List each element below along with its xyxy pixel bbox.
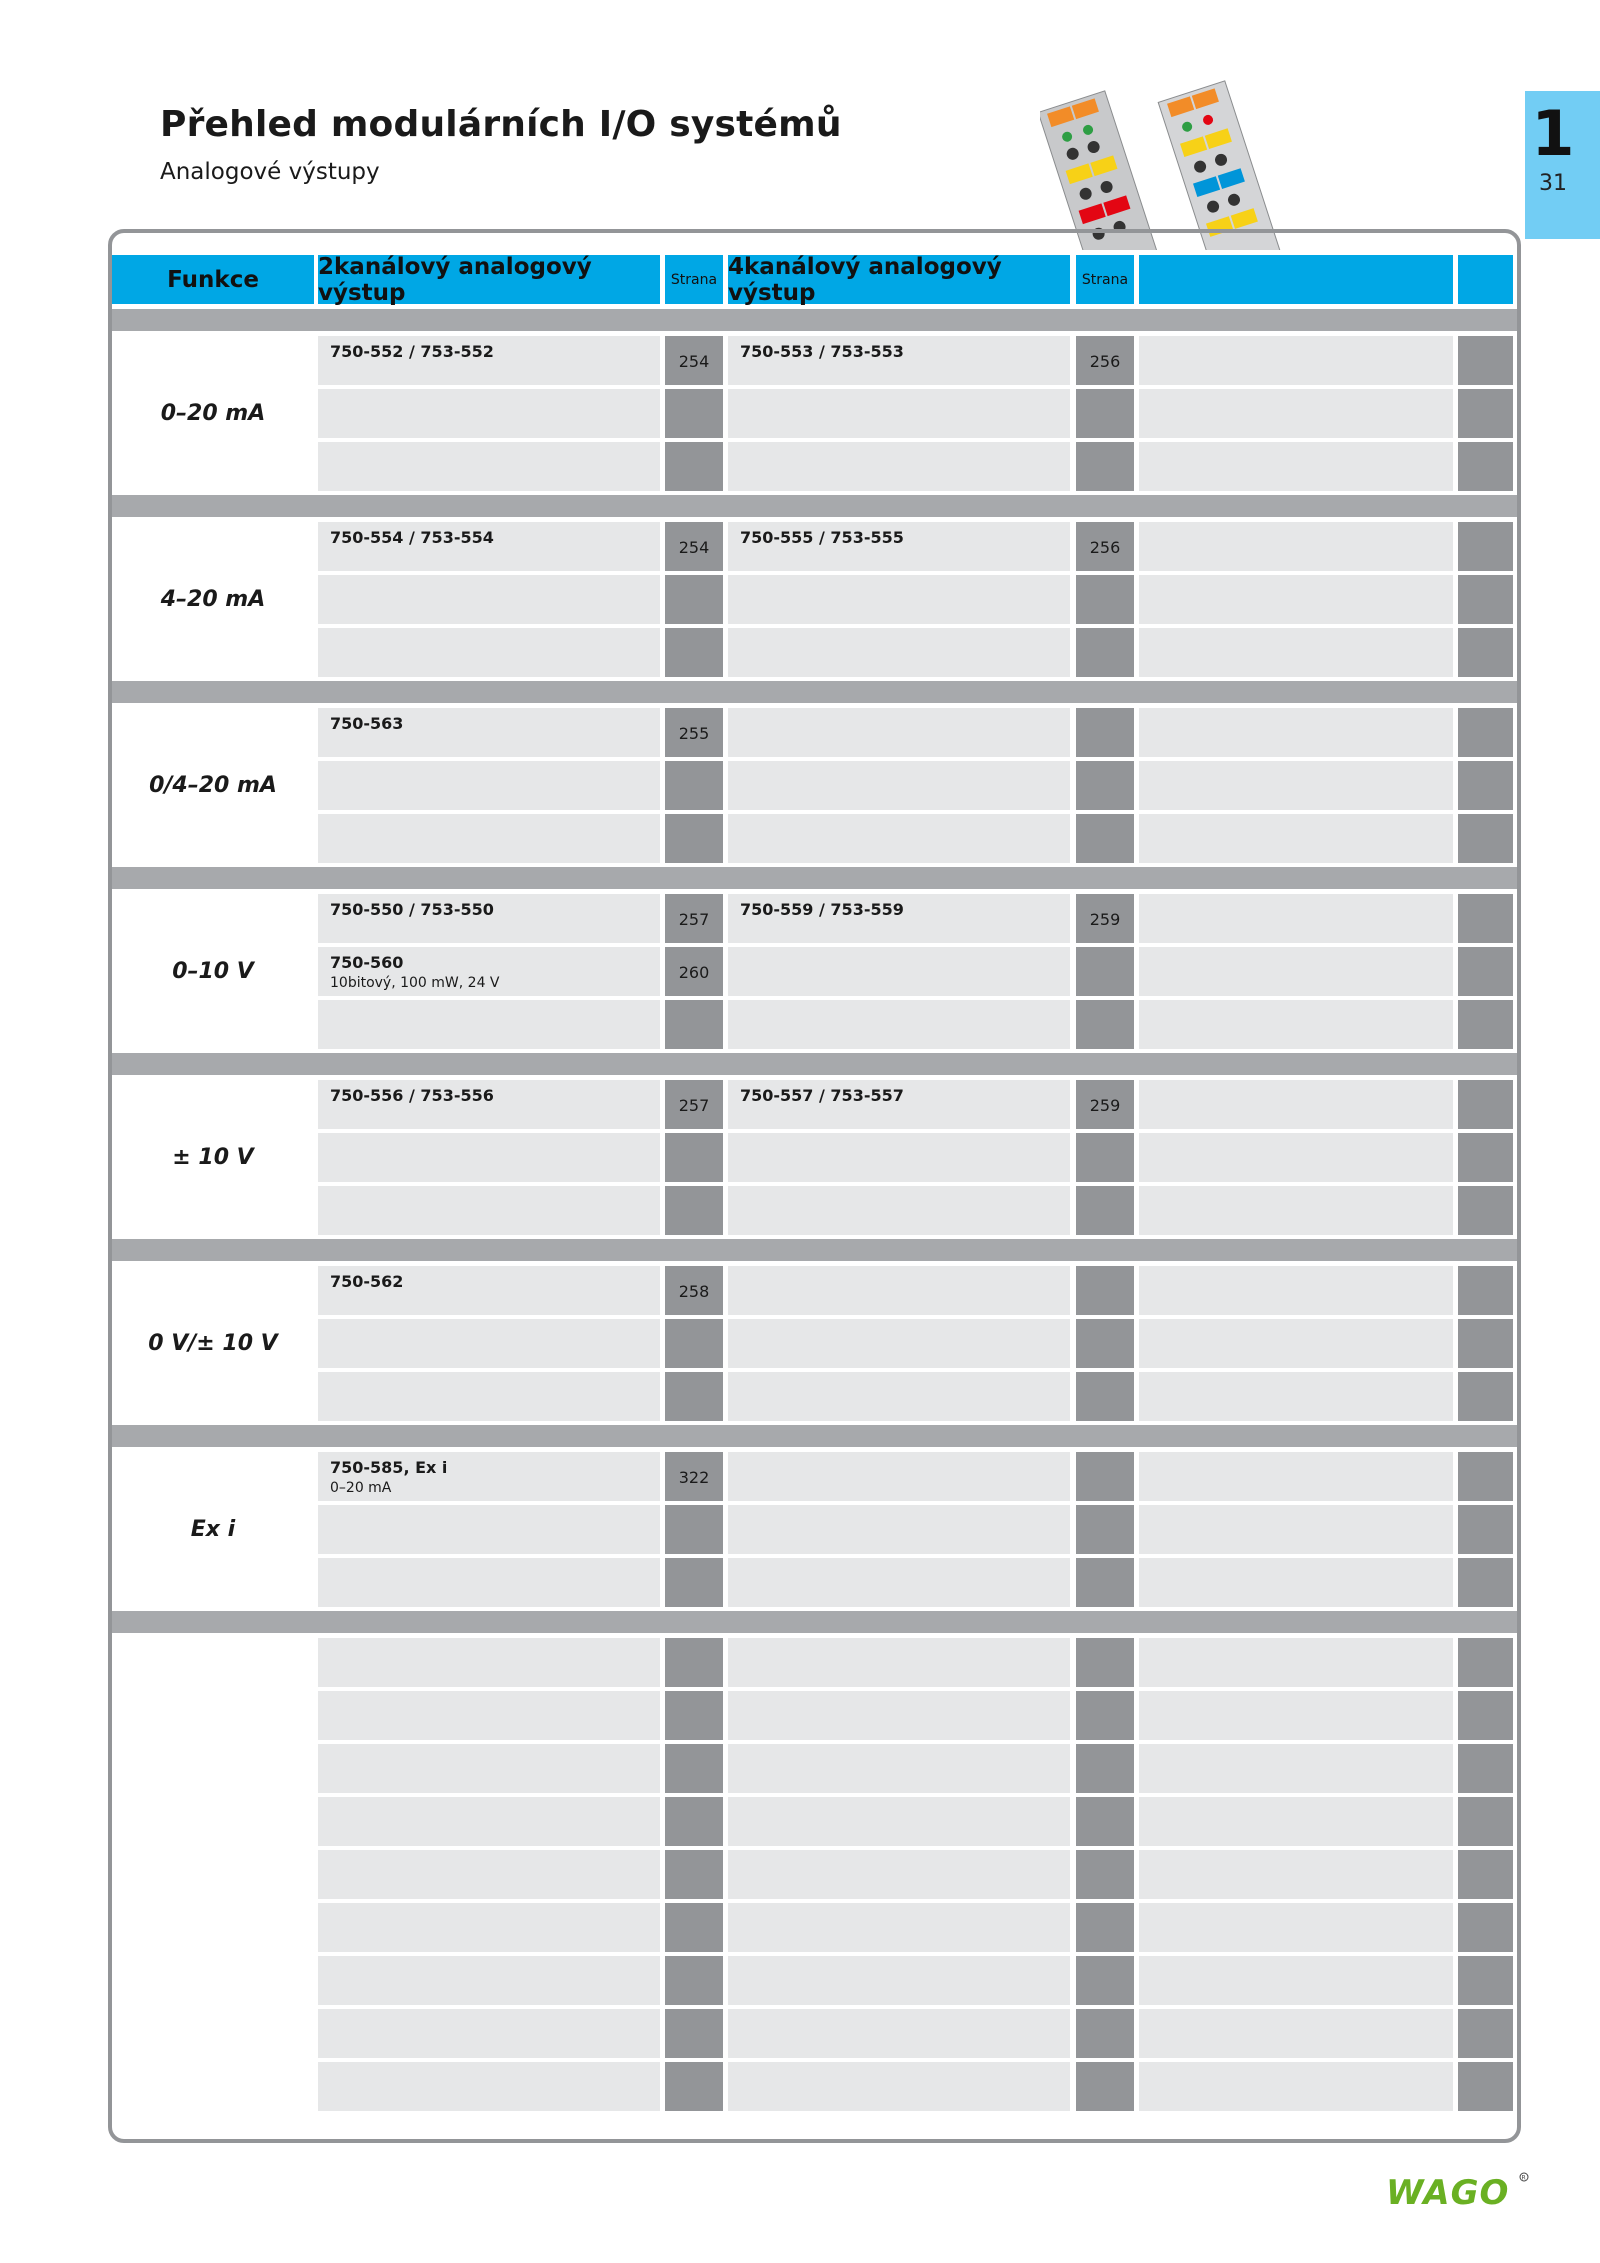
group-separator	[112, 867, 1517, 889]
page-reference: 257	[678, 1096, 710, 1115]
module-cell-4ch	[728, 628, 1070, 677]
page-cell-4ch	[1076, 1558, 1134, 1607]
module-cell-2ch	[318, 1850, 660, 1899]
module-cell-2ch	[318, 442, 660, 491]
empty-cell	[1139, 628, 1453, 677]
module-cell-4ch	[728, 894, 1070, 943]
page-reference: 256	[1089, 538, 1121, 557]
module-cell-4ch	[728, 1080, 1070, 1129]
page-cell-4ch	[1076, 708, 1134, 757]
module-cell-2ch	[318, 522, 660, 571]
function-label: 0/4–20 mA	[149, 773, 277, 798]
group-separator	[112, 1239, 1517, 1261]
module-cell-2ch	[318, 1266, 660, 1315]
page-cell-4ch	[1076, 628, 1134, 677]
module-cell-4ch	[728, 1558, 1070, 1607]
page-cell-4ch	[1076, 336, 1134, 385]
module-cell-4ch	[728, 947, 1070, 996]
module-cell-4ch	[728, 1638, 1070, 1687]
module-cell-2ch	[318, 1372, 660, 1421]
module-code: 750-560	[330, 953, 404, 972]
page-cell-2ch	[665, 1850, 723, 1899]
module-cell-2ch	[318, 1452, 660, 1501]
empty-cell	[1139, 575, 1453, 624]
empty-page-cell	[1458, 1797, 1513, 1846]
header-function: Funkce	[112, 255, 314, 304]
module-cell-2ch	[318, 894, 660, 943]
empty-cell	[1139, 522, 1453, 571]
page-reference: 255	[678, 724, 710, 743]
module-cell-2ch	[318, 1691, 660, 1740]
empty-page-cell	[1458, 1266, 1513, 1315]
empty-cell	[1139, 1319, 1453, 1368]
page-cell-2ch	[665, 1452, 723, 1501]
module-cell-2ch	[318, 336, 660, 385]
chapter-number: 1	[1531, 97, 1575, 170]
empty-cell	[1139, 442, 1453, 491]
page-cell-2ch	[665, 814, 723, 863]
empty-page-cell	[1458, 336, 1513, 385]
module-cell-4ch	[728, 761, 1070, 810]
page-cell-4ch	[1076, 947, 1134, 996]
page-cell-2ch	[665, 522, 723, 571]
page-cell-2ch	[665, 442, 723, 491]
page-cell-4ch	[1076, 1000, 1134, 1049]
page-cell-2ch	[665, 628, 723, 677]
chapter-tab	[1525, 91, 1600, 239]
module-cell-4ch	[728, 1850, 1070, 1899]
module-description: 0–20 mA	[330, 1480, 392, 1496]
empty-page-cell	[1458, 522, 1513, 571]
page-cell-4ch	[1076, 1903, 1134, 1952]
page-reference: 256	[1089, 352, 1121, 371]
empty-page-cell	[1458, 1744, 1513, 1793]
module-cell-2ch	[318, 575, 660, 624]
page-subtitle: Analogové výstupy	[160, 159, 380, 185]
empty-cell	[1139, 1000, 1453, 1049]
empty-page-cell	[1458, 1850, 1513, 1899]
module-cell-4ch	[728, 1319, 1070, 1368]
module-cell-4ch	[728, 1744, 1070, 1793]
page-reference: 259	[1089, 1096, 1121, 1115]
module-cell-2ch	[318, 1000, 660, 1049]
empty-cell	[1139, 1372, 1453, 1421]
module-cell-2ch	[318, 1133, 660, 1182]
page-cell-2ch	[665, 336, 723, 385]
page-cell-2ch	[665, 1956, 723, 2005]
module-cell-2ch	[318, 814, 660, 863]
module-cell-4ch	[728, 336, 1070, 385]
page-cell-2ch	[665, 1266, 723, 1315]
empty-cell	[1139, 1744, 1453, 1793]
empty-page-cell	[1458, 1956, 1513, 2005]
module-cell-4ch	[728, 1186, 1070, 1235]
page-title: Přehled modulárních I/O systémů	[160, 104, 842, 145]
page-cell-2ch	[665, 575, 723, 624]
page-cell-4ch	[1076, 814, 1134, 863]
empty-page-cell	[1458, 628, 1513, 677]
empty-cell	[1139, 1186, 1453, 1235]
empty-cell	[1139, 1956, 1453, 2005]
page-reference: 258	[678, 1282, 710, 1301]
function-label: 0 V/± 10 V	[148, 1331, 278, 1356]
empty-page-cell	[1458, 1558, 1513, 1607]
page-reference: 260	[678, 963, 710, 982]
empty-cell	[1139, 1691, 1453, 1740]
module-cell-2ch	[318, 1080, 660, 1129]
page-cell-4ch	[1076, 761, 1134, 810]
page-cell-4ch	[1076, 1319, 1134, 1368]
empty-page-cell	[1458, 1505, 1513, 1554]
header-empty-1	[1139, 255, 1453, 304]
empty-cell	[1139, 1080, 1453, 1129]
page-cell-4ch	[1076, 1080, 1134, 1129]
empty-cell	[1139, 2062, 1453, 2111]
empty-cell	[1139, 814, 1453, 863]
module-cell-4ch	[728, 1133, 1070, 1182]
empty-cell	[1139, 894, 1453, 943]
header-page-2: Strana	[1076, 255, 1134, 304]
empty-cell	[1139, 336, 1453, 385]
page-cell-4ch	[1076, 894, 1134, 943]
page-cell-4ch	[1076, 1850, 1134, 1899]
module-code: 750-562	[330, 1272, 404, 1291]
module-cell-2ch	[318, 389, 660, 438]
group-separator	[112, 309, 1517, 331]
wago-logo	[1382, 2170, 1532, 2210]
module-code: 750-552 / 753-552	[330, 342, 494, 361]
function-label: 4–20 mA	[160, 587, 266, 612]
empty-cell	[1139, 1797, 1453, 1846]
module-cell-2ch	[318, 1505, 660, 1554]
page-cell-2ch	[665, 1691, 723, 1740]
page-number: 31	[1539, 171, 1567, 196]
module-code: 750-557 / 753-557	[740, 1086, 904, 1105]
module-code: 750-556 / 753-556	[330, 1086, 494, 1105]
empty-cell	[1139, 389, 1453, 438]
empty-page-cell	[1458, 947, 1513, 996]
module-cell-4ch	[728, 814, 1070, 863]
empty-cell	[1139, 1266, 1453, 1315]
module-code: 750-585, Ex i	[330, 1458, 448, 1477]
module-code: 750-553 / 753-553	[740, 342, 904, 361]
module-cell-4ch	[728, 1372, 1070, 1421]
group-separator	[112, 681, 1517, 703]
module-cell-2ch	[318, 2062, 660, 2111]
page-cell-4ch	[1076, 1956, 1134, 2005]
empty-page-cell	[1458, 1186, 1513, 1235]
module-cell-2ch	[318, 1956, 660, 2005]
module-cell-4ch	[728, 389, 1070, 438]
empty-page-cell	[1458, 2062, 1513, 2111]
page-cell-2ch	[665, 1372, 723, 1421]
page-cell-4ch	[1076, 1744, 1134, 1793]
page-cell-4ch	[1076, 1372, 1134, 1421]
page-cell-2ch	[665, 1319, 723, 1368]
page-cell-4ch	[1076, 2009, 1134, 2058]
page-cell-2ch	[665, 2062, 723, 2111]
module-cell-4ch	[728, 2062, 1070, 2111]
page-cell-2ch	[665, 2009, 723, 2058]
page-cell-2ch	[665, 1133, 723, 1182]
function-label: 0–20 mA	[160, 401, 266, 426]
module-cell-4ch	[728, 1452, 1070, 1501]
empty-page-cell	[1458, 1903, 1513, 1952]
empty-cell	[1139, 761, 1453, 810]
page-reference: 254	[678, 538, 710, 557]
module-cell-2ch	[318, 1797, 660, 1846]
page-cell-4ch	[1076, 1797, 1134, 1846]
module-cell-2ch	[318, 1903, 660, 1952]
empty-cell	[1139, 1452, 1453, 1501]
module-cell-4ch	[728, 1266, 1070, 1315]
module-cell-4ch	[728, 442, 1070, 491]
page-cell-4ch	[1076, 522, 1134, 571]
module-code: 750-550 / 753-550	[330, 900, 494, 919]
module-cell-4ch	[728, 1691, 1070, 1740]
empty-page-cell	[1458, 1000, 1513, 1049]
empty-page-cell	[1458, 894, 1513, 943]
empty-page-cell	[1458, 442, 1513, 491]
page-cell-2ch	[665, 1638, 723, 1687]
page-cell-4ch	[1076, 1186, 1134, 1235]
page-reference: 254	[678, 352, 710, 371]
empty-cell	[1139, 1850, 1453, 1899]
function-label: Ex i	[190, 1517, 236, 1542]
empty-cell	[1139, 947, 1453, 996]
module-cell-2ch	[318, 1638, 660, 1687]
empty-page-cell	[1458, 1452, 1513, 1501]
header-two-channel: 2kanálový analogový výstup	[318, 255, 660, 304]
empty-cell	[1139, 708, 1453, 757]
module-cell-4ch	[728, 708, 1070, 757]
page-cell-2ch	[665, 761, 723, 810]
empty-page-cell	[1458, 1372, 1513, 1421]
page-cell-4ch	[1076, 442, 1134, 491]
function-label: ± 10 V	[172, 1145, 254, 1170]
page-cell-2ch	[665, 1558, 723, 1607]
page-reference: 257	[678, 910, 710, 929]
empty-page-cell	[1458, 575, 1513, 624]
module-cell-4ch	[728, 575, 1070, 624]
module-cell-2ch	[318, 2009, 660, 2058]
module-cell-2ch	[318, 1558, 660, 1607]
empty-page-cell	[1458, 1080, 1513, 1129]
header-four-channel: 4kanálový analogový výstup	[728, 255, 1070, 304]
empty-page-cell	[1458, 2009, 1513, 2058]
module-cell-4ch	[728, 1903, 1070, 1952]
page-cell-2ch	[665, 389, 723, 438]
module-code: 750-559 / 753-559	[740, 900, 904, 919]
page-cell-2ch	[665, 1903, 723, 1952]
module-code: 750-555 / 753-555	[740, 528, 904, 547]
empty-page-cell	[1458, 1133, 1513, 1182]
module-cell-2ch	[318, 628, 660, 677]
empty-page-cell	[1458, 761, 1513, 810]
page-cell-2ch	[665, 1505, 723, 1554]
module-cell-2ch	[318, 761, 660, 810]
page-reference: 259	[1089, 910, 1121, 929]
module-cell-2ch	[318, 1744, 660, 1793]
empty-cell	[1139, 1638, 1453, 1687]
module-cell-2ch	[318, 1186, 660, 1235]
page-cell-2ch	[665, 708, 723, 757]
page-reference: 322	[678, 1468, 710, 1487]
empty-cell	[1139, 1133, 1453, 1182]
empty-cell	[1139, 1505, 1453, 1554]
group-separator	[112, 1053, 1517, 1075]
empty-cell	[1139, 1558, 1453, 1607]
header-empty-2	[1458, 255, 1513, 304]
module-description: 10bitový, 100 mW, 24 V	[330, 975, 500, 991]
page-cell-4ch	[1076, 1133, 1134, 1182]
empty-page-cell	[1458, 1691, 1513, 1740]
empty-cell	[1139, 2009, 1453, 2058]
page-cell-2ch	[665, 1080, 723, 1129]
module-cell-2ch	[318, 1319, 660, 1368]
module-cell-4ch	[728, 1797, 1070, 1846]
page-cell-4ch	[1076, 1505, 1134, 1554]
group-separator	[112, 1611, 1517, 1633]
page-cell-2ch	[665, 947, 723, 996]
io-module-image	[1040, 50, 1390, 250]
empty-page-cell	[1458, 1638, 1513, 1687]
module-cell-4ch	[728, 2009, 1070, 2058]
page-cell-4ch	[1076, 1638, 1134, 1687]
empty-page-cell	[1458, 389, 1513, 438]
empty-cell	[1139, 1903, 1453, 1952]
page-cell-4ch	[1076, 1266, 1134, 1315]
group-separator	[112, 1425, 1517, 1447]
group-separator	[112, 495, 1517, 517]
header-page-1: Strana	[665, 255, 723, 304]
page-cell-2ch	[665, 1797, 723, 1846]
logo-text: WAGO	[1386, 2173, 1510, 2210]
page-cell-2ch	[665, 894, 723, 943]
module-cell-2ch	[318, 708, 660, 757]
function-label: 0–10 V	[172, 959, 254, 984]
page-cell-4ch	[1076, 2062, 1134, 2111]
module-code: 750-554 / 753-554	[330, 528, 494, 547]
module-cell-4ch	[728, 1956, 1070, 2005]
page-cell-2ch	[665, 1186, 723, 1235]
svg-text:R: R	[1521, 2174, 1526, 2182]
page-cell-4ch	[1076, 1452, 1134, 1501]
page-cell-4ch	[1076, 575, 1134, 624]
page-cell-4ch	[1076, 1691, 1134, 1740]
module-cell-2ch	[318, 947, 660, 996]
page-cell-2ch	[665, 1000, 723, 1049]
module-code: 750-563	[330, 714, 404, 733]
empty-page-cell	[1458, 708, 1513, 757]
module-cell-4ch	[728, 1505, 1070, 1554]
empty-page-cell	[1458, 814, 1513, 863]
module-cell-4ch	[728, 522, 1070, 571]
module-cell-4ch	[728, 1000, 1070, 1049]
page-cell-2ch	[665, 1744, 723, 1793]
page-cell-4ch	[1076, 389, 1134, 438]
empty-page-cell	[1458, 1319, 1513, 1368]
